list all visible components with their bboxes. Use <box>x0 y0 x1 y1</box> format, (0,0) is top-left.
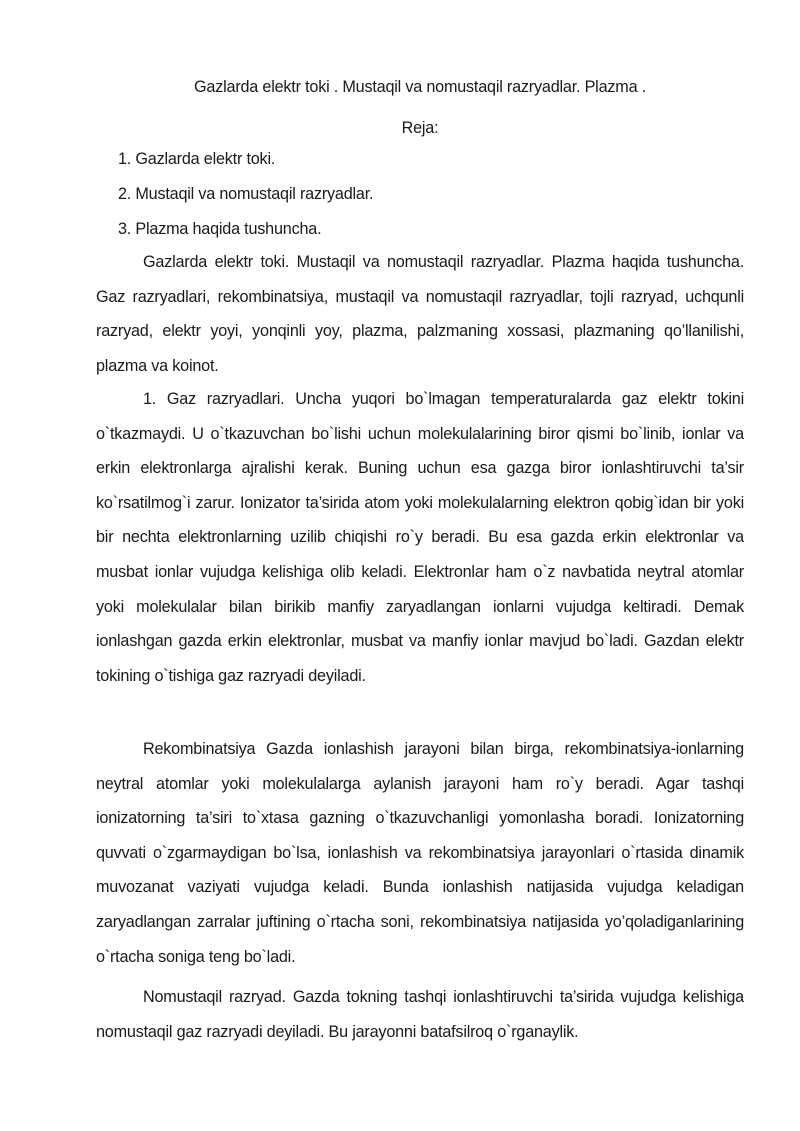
plan-item: 1. Gazlarda elektr toki. <box>118 150 276 168</box>
paragraph-intro: Gazlarda elektr toki. Mustaqil va nomustaqil razryadlar. Plazma haqida tushuncha. Gaz razryadlari, rekombinatsiya, mustaqil va nomustaqil razryadlar, tojli razryad, uchqunli razryad, elektr yoyi, yonqinli yoy, plazma, palzmaning xossasi, plazmaning qo’llanilishi, plazma va koinot. <box>96 253 744 375</box>
plan-item: 2. Mustaqil va nomustaqil razryadlar. <box>118 185 374 203</box>
paragraph-non-self-sustained: Nomustaqil razryad. Gazda tokning tashqi ionlashtiruvchi ta’sirida vujudga kelishiga nomustaqil gaz razryadi deyiladi. Bu jarayonni batafsilroq o`rganaylik. <box>96 988 744 1041</box>
paragraph-recombination: Rekombinatsiya Gazda ionlashish jarayoni bilan birga, rekombinatsiya-ionlarning neytral atomlar yoki molekulalarga aylanish jarayoni ham ro`y beradi. Agar tashqi ionizatorning ta’siri to`xtasa gazning o`tkazuvchanligi yomonlasha boradi. Ionizatorning quvvati o`zgarmaydigan bo`lsa, ionlashish va rekombinatsiya jarayonlari o`rtasida dinamik muvozanat vaziyati vujudga keladi. Bunda ionlashish natijasida vujudga keladigan zaryadlangan zarralar juftining o`rtacha soni, rekombinatsiya natijasida yo’qoladiganlarining o`rtacha soniga teng bo`ladi. <box>96 740 744 966</box>
plan-item: 3. Plazma haqida tushuncha. <box>118 220 322 238</box>
plan-heading: Reja: <box>401 119 439 137</box>
document-title: Gazlarda elektr toki . Mustaqil va nomustaqil razryadlar. Plazma . <box>194 78 646 96</box>
paragraph-gas-discharges: 1. Gaz razryadlari. Uncha yuqori bo`lmagan temperaturalarda gaz elektr tokini o`tkazmaydi. U o`tkazuvchan bo`lishi uchun molekulalarining biror qismi bo`linib, ionlar va erkin elektronlarga ajralishi kerak. Buning uchun esa gazga biror ionlashtiruvchi ta’sir ko`rsatilmog`i zarur. Ionizator ta’sirida atom yoki molekulalarning elektron qobig`idan bir yoki bir nechta elektronlarning uzilib chiqishi ro`y beradi. Bu esa gazda erkin elektronlar va musbat ionlar vujudga kelishiga olib keladi. Elektronlar ham o`z navbatida neytral atomlar yoki molekulalar bilan birikib manfiy zaryadlangan ionlarni vujudga keltiradi. Demak ionlashgan gazda erkin elektronlar, musbat va manfiy ionlar mavjud bo`ladi. Gazdan elektr tokining o`tishiga gaz razryadi deyiladi. <box>96 390 744 685</box>
plan-list <box>118 142 373 247</box>
